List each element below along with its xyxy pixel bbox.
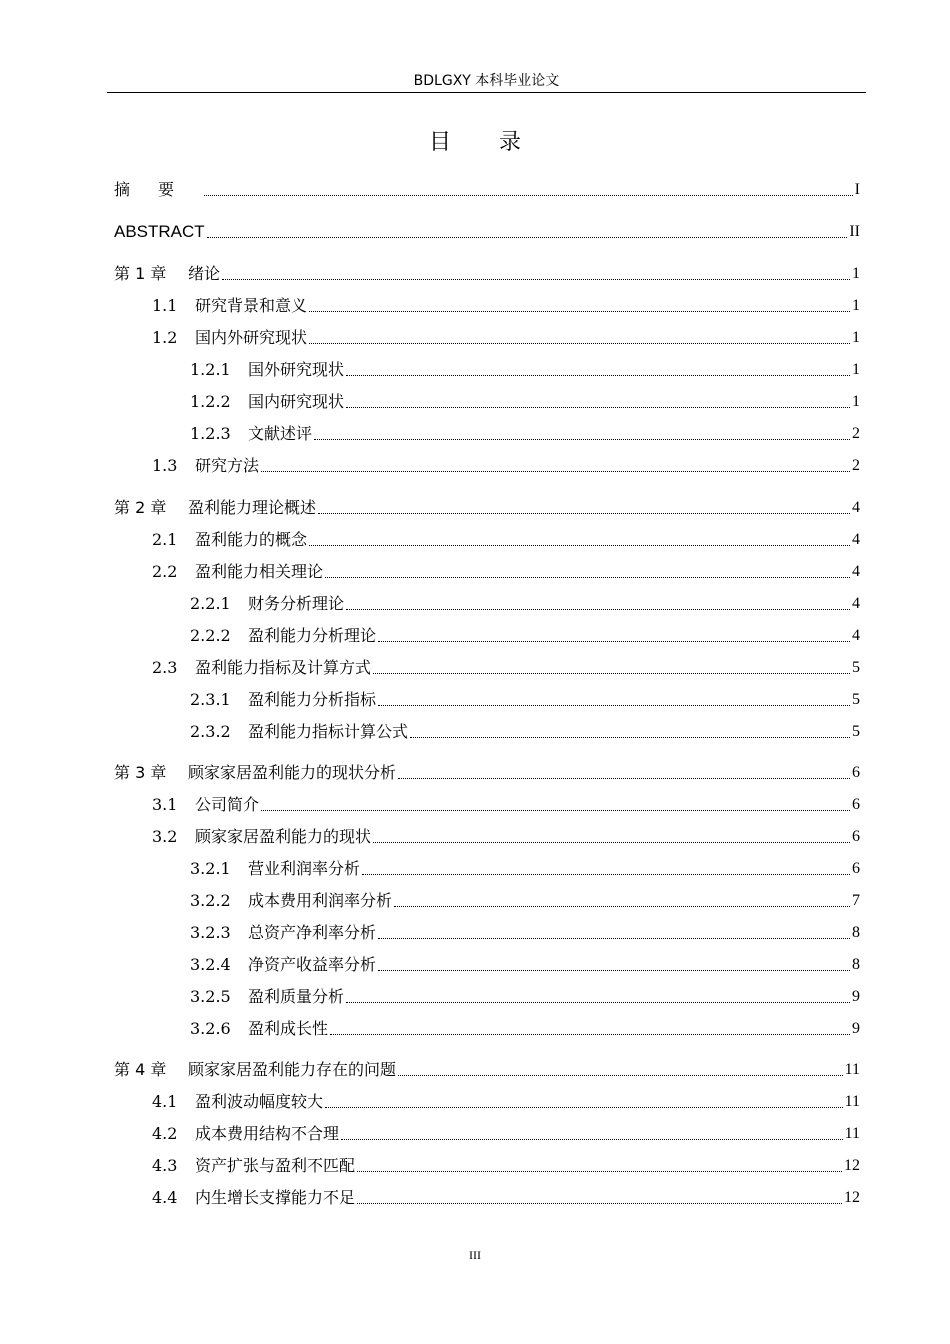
toc-entry-page: 5 [852,723,860,740]
toc-entry-title: 公司简介 [195,795,260,814]
toc-entry-title: 盈利成长性 [248,1019,329,1038]
dot-leader [378,641,850,642]
toc-entry[interactable] [152,324,860,348]
toc-entry[interactable] [152,452,860,476]
toc-entry-page: 11 [844,1061,860,1078]
toc-entry-number: 1.2.1 [190,360,231,379]
toc-entry[interactable] [152,1120,860,1144]
toc-entry-title: 总资产净利率分析 [248,923,377,942]
dot-leader [330,1034,850,1035]
toc-entry-number: 3.2.1 [190,859,231,878]
toc-entry[interactable] [152,558,860,582]
toc-entry-title: 国内外研究现状 [195,328,308,347]
toc-entry-title: 盈利能力理论概述 [188,498,317,517]
dot-leader [378,938,850,939]
toc-entry-title: 资产扩张与盈利不匹配 [195,1156,356,1175]
toc-entry[interactable] [190,686,860,710]
toc-entry-page: 8 [852,924,860,941]
toc-entry-page: 9 [852,1020,860,1037]
toc-entry-title: 盈利能力的概念 [195,530,308,549]
toc-entry[interactable] [152,1152,860,1176]
toc-entry-page: 7 [852,892,860,909]
dot-leader [373,673,850,674]
toc-entry-page: 11 [844,1093,860,1110]
toc-entry-number: 1.1 [152,296,178,315]
dot-leader [325,1107,843,1108]
toc-entry-page: 4 [852,627,860,644]
toc-entry-page: 2 [852,457,860,474]
toc-entry-page: I [854,181,860,198]
toc-entry[interactable] [190,718,860,742]
toc-entry-title: 研究背景和意义 [195,296,308,315]
toc-entry-page: 6 [852,796,860,813]
toc-entry[interactable] [114,260,860,284]
toc-entry[interactable] [152,526,860,550]
dot-leader [261,471,850,472]
toc-entry-number: 2.1 [152,530,178,549]
toc-entry-page: 1 [852,393,860,410]
toc-entry-page: 5 [852,691,860,708]
toc-entry-title: 盈利能力指标计算公式 [248,722,409,741]
toc-entry-title: 财务分析理论 [248,594,345,613]
toc-entry-title: 绪论 [188,264,221,283]
toc-entry-number: 2.2.1 [190,594,231,613]
dot-leader [325,577,850,578]
toc-entry-number: 2.3.1 [190,690,231,709]
toc-entry[interactable] [114,759,860,783]
dot-leader [314,439,850,440]
toc-entry[interactable] [190,388,860,412]
toc-entry-title: 盈利能力分析理论 [248,626,377,645]
dot-leader [373,842,850,843]
toc-entry-number: 3.2.5 [190,987,231,1006]
toc-entry-number: 第 2 章 [114,498,167,517]
toc-title: 目录 [428,130,569,155]
dot-leader [394,906,850,907]
toc-entry[interactable] [190,356,860,380]
toc-entry[interactable] [114,1056,860,1080]
toc-entry-number: 1.2.3 [190,424,231,443]
toc-entry-title: 净资产收益率分析 [248,955,377,974]
dot-leader [346,1002,850,1003]
toc-entry-title: 顾家家居盈利能力存在的问题 [188,1060,397,1079]
toc-entry[interactable] [190,420,860,444]
toc-entry[interactable] [152,292,860,316]
toc-entry-number: 2.3 [152,658,178,677]
toc-entry-title: 国内研究现状 [248,392,345,411]
toc-entry[interactable] [114,494,860,518]
toc-entry[interactable] [190,887,860,911]
toc-entry-page: 2 [852,425,860,442]
toc-entry-number: 2.2 [152,562,178,581]
toc-entry-page: 4 [852,563,860,580]
toc-entry-page: 5 [852,659,860,676]
toc-entry-title: 研究方法 [195,456,260,475]
toc-entry-title: 盈利质量分析 [248,987,345,1006]
toc-entry-number: 4.3 [152,1156,178,1175]
toc-entry-title: 成本费用结构不合理 [195,1124,340,1143]
toc-entry-number: 第 1 章 [114,264,167,283]
toc-entry-title: 内生增长支撑能力不足 [195,1188,356,1207]
toc-entry[interactable] [152,791,860,815]
toc-entry[interactable] [190,919,860,943]
toc-entry-page: 12 [844,1157,860,1174]
toc-entry-title: 成本费用利润率分析 [248,891,393,910]
toc-entry-title: 盈利能力分析指标 [248,690,377,709]
dot-leader [207,237,848,238]
dot-leader [204,195,853,196]
toc-entry-title: 营业利润率分析 [248,859,361,878]
dot-leader [346,375,850,376]
toc-entry[interactable] [190,622,860,646]
toc-entry[interactable] [152,654,860,678]
dot-leader [318,513,850,514]
toc-entry-number: 4.2 [152,1124,178,1143]
dot-leader [309,343,850,344]
toc-entry-title: 盈利波动幅度较大 [195,1092,324,1111]
toc-entry-page: 9 [852,988,860,1005]
dot-leader [378,970,850,971]
toc-entry[interactable] [190,590,860,614]
toc-entry-page: II [849,223,860,240]
toc-entry[interactable] [114,176,860,200]
toc-entry-page: 4 [852,531,860,548]
toc-entry[interactable] [190,855,860,879]
toc-entry-number: 3.2.3 [190,923,231,942]
toc-entry-page: 1 [852,265,860,282]
dot-leader [261,810,850,811]
toc-entry-number: 1.2 [152,328,178,347]
toc-entry[interactable] [190,983,860,1007]
toc-entry-page: 1 [852,361,860,378]
toc-entry-page: 11 [844,1125,860,1142]
toc-entry-title: 顾家家居盈利能力的现状 [195,827,372,846]
running-header: BDLGXY 本科毕业论文 [107,70,866,93]
dot-leader [357,1171,842,1172]
toc-entry[interactable] [114,218,860,242]
toc-entry[interactable] [152,1088,860,1112]
toc-entry-page: 6 [852,828,860,845]
toc-entry[interactable] [152,823,860,847]
toc-entry-title: 摘要 [114,180,203,199]
dot-leader [362,874,850,875]
toc-entry-number: 1.3 [152,456,178,475]
page-number: III [469,1248,481,1262]
toc-entry-number: 4.1 [152,1092,178,1111]
toc-entry-page: 6 [852,860,860,877]
dot-leader [346,407,850,408]
toc-entry[interactable] [152,1184,860,1208]
toc-entry-page: 4 [852,595,860,612]
toc-entry-number: 2.2.2 [190,626,231,645]
toc-entry-number: 第 4 章 [114,1060,167,1079]
toc-entry-number: 3.2.4 [190,955,231,974]
toc-entry-page: 6 [852,764,860,781]
dot-leader [346,609,850,610]
toc-entry-number: 2.3.2 [190,722,231,741]
toc-entry-page: 4 [852,499,860,516]
toc-entry-number: 第 3 章 [114,763,167,782]
dot-leader [222,279,850,280]
toc-entry-number: 1.2.2 [190,392,231,411]
toc-entry-number: 3.2.2 [190,891,231,910]
toc-entry-number: 3.2.6 [190,1019,231,1038]
toc-entry[interactable] [190,1015,860,1039]
dot-leader [398,778,850,779]
toc-entry-page: 1 [852,297,860,314]
dot-leader [398,1075,843,1076]
toc-entry-title: 文献述评 [248,424,313,443]
toc-entry-number: 3.1 [152,795,178,814]
toc-entry-title: 顾家家居盈利能力的现状分析 [188,763,397,782]
toc-entry-title: 盈利能力相关理论 [195,562,324,581]
toc-entry-page: 8 [852,956,860,973]
toc-entry-page: 1 [852,329,860,346]
dot-leader [309,545,850,546]
toc-entry-page: 12 [844,1189,860,1206]
dot-leader [309,311,850,312]
toc-entry-title: 国外研究现状 [248,360,345,379]
dot-leader [357,1203,842,1204]
toc-entry-number: 3.2 [152,827,178,846]
toc-entry-title: 盈利能力指标及计算方式 [195,658,372,677]
dot-leader [341,1139,843,1140]
toc-entry-title: ABSTRACT [114,222,205,241]
dot-leader [410,737,850,738]
dot-leader [378,705,850,706]
toc-entry[interactable] [190,951,860,975]
toc-entry-number: 4.4 [152,1188,178,1207]
